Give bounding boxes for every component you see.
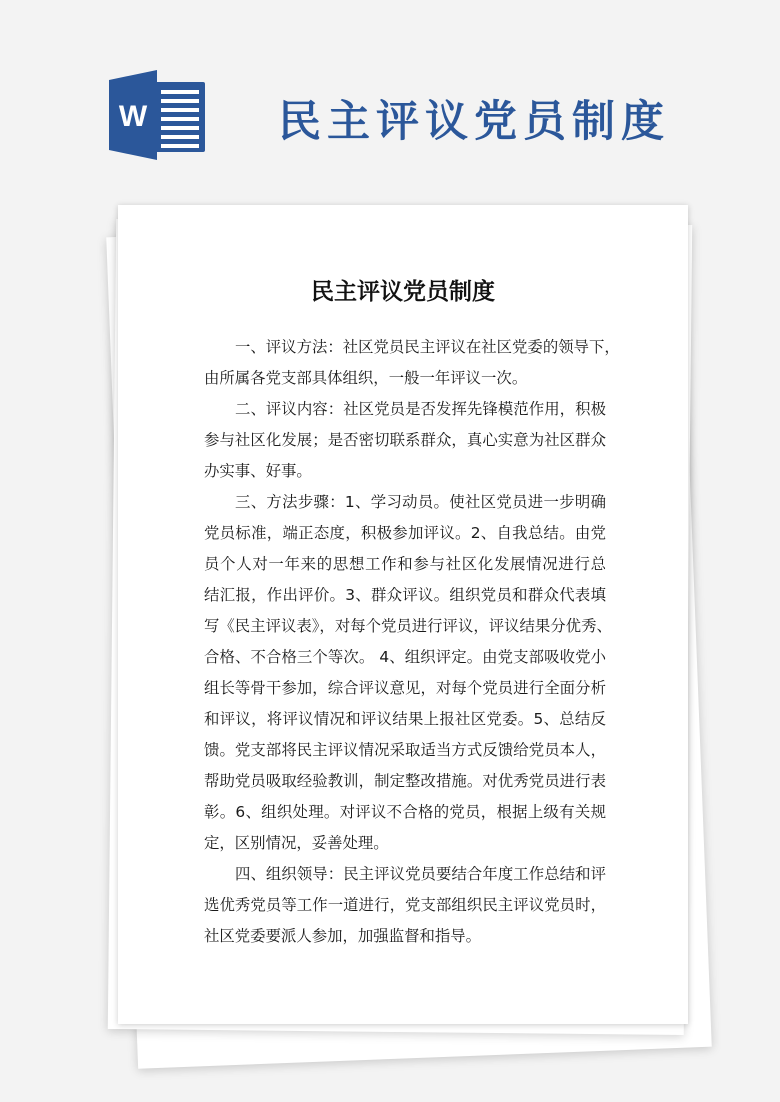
paragraph-line: 党员标准，端正态度，积极参加评议。2、自我总结。由党 <box>204 524 606 542</box>
paragraph-line: 二、评议内容：社区党员是否发挥先锋模范作用，积极 <box>235 400 606 418</box>
paragraph-line: 三、方法步骤：1、学习动员。使社区党员进一步明确 <box>235 493 606 511</box>
document-page <box>118 205 688 1024</box>
paragraph <box>204 859 606 952</box>
paragraph-line: 和评议，将评议情况和评议结果上报社区党委。5、总结反 <box>204 710 606 728</box>
document-body <box>204 332 620 952</box>
word-icon <box>109 70 209 160</box>
paragraph-line: 组长等骨干参加，综合评议意见，对每个党员进行全面分析 <box>204 679 606 697</box>
paragraph-line: 彰。6、组织处理。对评议不合格的党员，根据上级有关规 <box>204 803 606 821</box>
paragraph <box>204 394 606 487</box>
paragraph-line: 四、组织领导：民主评议党员要结合年度工作总结和评 <box>235 865 606 883</box>
paragraph-line: 办实事、好事。 <box>204 462 312 480</box>
paragraph-line: 结汇报，作出评价。3、群众评议。组织党员和群众代表填 <box>204 586 606 604</box>
paragraph <box>204 332 620 394</box>
paragraph-line: 选优秀党员等工作一道进行，党支部组织民主评议党员时， <box>204 896 606 914</box>
logo-letter: W <box>118 100 148 133</box>
paragraph-line: 定，区别情况，妥善处理。 <box>204 834 389 852</box>
document-title: 民主评议党员制度 <box>311 279 495 305</box>
paragraph-line: 合格、不合格三个等次。 4、组织评定。由党支部吸收党小 <box>204 648 606 666</box>
paragraph-line: 社区党委要派人参加，加强监督和指导。 <box>204 927 482 945</box>
header-title: 民主评议党员制度 <box>278 97 670 147</box>
paragraph-line: 写《民主评议表》，对每个党员进行评议，评议结果分优秀、 <box>204 617 612 635</box>
paragraph-line: 由所属各党支部具体组织，一般一年评议一次。 <box>204 369 528 387</box>
paragraph-line: 一、评议方法：社区党员民主评议在社区党委的领导下， <box>235 338 620 356</box>
paragraph-line: 馈。党支部将民主评议情况采取适当方式反馈给党员本人， <box>204 741 606 759</box>
paragraph <box>204 487 612 859</box>
paragraph-line: 参与社区化发展；是否密切联系群众，真心实意为社区群众 <box>204 431 606 449</box>
paragraph-line: 员个人对一年来的思想工作和参与社区化发展情况进行总 <box>204 555 606 573</box>
paragraph-line: 帮助党员吸取经验教训，制定整改措施。对优秀党员进行表 <box>204 772 606 790</box>
